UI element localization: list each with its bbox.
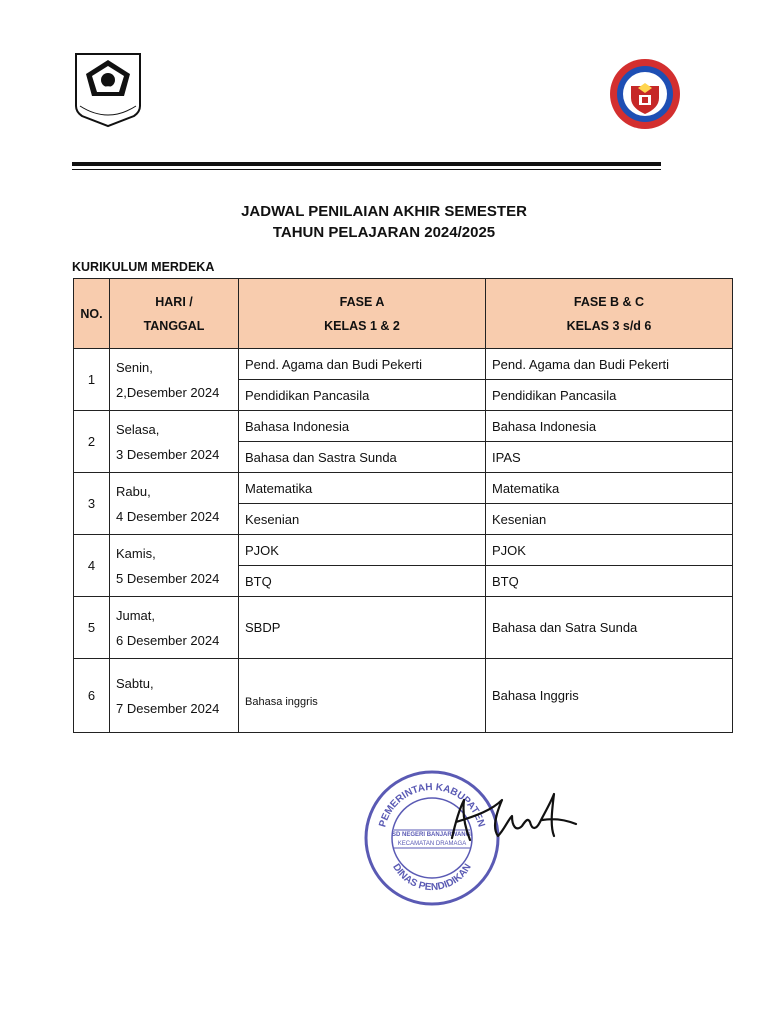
svg-text:PEMERINTAH KABUPATEN: PEMERINTAH KABUPATEN	[377, 781, 487, 829]
row-day-date: Kamis, 5 Desember 2024	[110, 535, 239, 597]
svg-text:KECAMATAN DRAMAGA: KECAMATAN DRAMAGA	[397, 841, 467, 847]
subject-fase-a: Bahasa inggris	[239, 659, 486, 733]
subject-fase-bc: BTQ	[486, 566, 733, 597]
header-fase-bc: FASE B & C KELAS 3 s/d 6	[486, 279, 733, 349]
svg-text:SD NEGERI BANJARWANGI: SD NEGERI BANJARWANGI	[392, 832, 472, 838]
subject-fase-bc: Pendidikan Pancasila	[486, 380, 733, 411]
subject-fase-a: Bahasa Indonesia	[239, 411, 486, 442]
row-number: 5	[74, 597, 110, 659]
svg-text:DINAS PENDIDIKAN: DINAS PENDIDIKAN	[390, 861, 474, 894]
header-day: HARI / TANGGAL	[110, 279, 239, 349]
table-row	[74, 349, 733, 380]
table-header-row	[74, 279, 733, 349]
row-number: 3	[74, 473, 110, 535]
subject-fase-bc: Bahasa Indonesia	[486, 411, 733, 442]
table-row	[74, 411, 733, 442]
table-row	[74, 597, 733, 659]
subject-fase-bc: Bahasa Inggris	[486, 659, 733, 733]
subject-fase-a: Matematika	[239, 473, 486, 504]
row-day-date: Rabu, 4 Desember 2024	[110, 473, 239, 535]
subject-fase-a: Pend. Agama dan Budi Pekerti	[239, 349, 486, 380]
header-divider-thick	[72, 162, 661, 166]
subject-fase-a: PJOK	[239, 535, 486, 566]
row-number: 1	[74, 349, 110, 411]
subject-fase-a: Pendidikan Pancasila	[239, 380, 486, 411]
header-fase-a: FASE A KELAS 1 & 2	[239, 279, 486, 349]
subject-fase-a: Kesenian	[239, 504, 486, 535]
row-day-date: Senin, 2,Desember 2024	[110, 349, 239, 411]
schedule-table	[73, 278, 733, 733]
row-day-date: Jumat, 6 Desember 2024	[110, 597, 239, 659]
table-row	[74, 473, 733, 504]
school-emblem-icon	[606, 58, 684, 130]
subject-fase-a: SBDP	[239, 597, 486, 659]
header-no: NO.	[74, 279, 110, 349]
subject-fase-a: BTQ	[239, 566, 486, 597]
subject-fase-bc: Bahasa dan Satra Sunda	[486, 597, 733, 659]
subject-fase-bc: IPAS	[486, 442, 733, 473]
subject-fase-bc: PJOK	[486, 535, 733, 566]
header-divider-thin	[72, 169, 661, 170]
regency-crest-icon	[72, 50, 144, 128]
row-day-date: Sabtu, 7 Desember 2024	[110, 659, 239, 733]
row-number: 2	[74, 411, 110, 473]
subject-fase-bc: Matematika	[486, 473, 733, 504]
document-title: JADWAL PENILAIAN AKHIR SEMESTER	[241, 203, 527, 220]
table-row	[74, 659, 733, 733]
curriculum-label: KURIKULUM MERDEKA	[72, 260, 215, 274]
subject-fase-a: Bahasa dan Sastra Sunda	[239, 442, 486, 473]
subject-fase-bc: Kesenian	[486, 504, 733, 535]
table-row	[74, 535, 733, 566]
document-subtitle: TAHUN PELAJARAN 2024/2025	[272, 224, 496, 241]
subject-fase-bc: Pend. Agama dan Budi Pekerti	[486, 349, 733, 380]
handwritten-signature-icon	[446, 790, 582, 850]
row-number: 6	[74, 659, 110, 733]
row-number: 4	[74, 535, 110, 597]
row-day-date: Selasa, 3 Desember 2024	[110, 411, 239, 473]
